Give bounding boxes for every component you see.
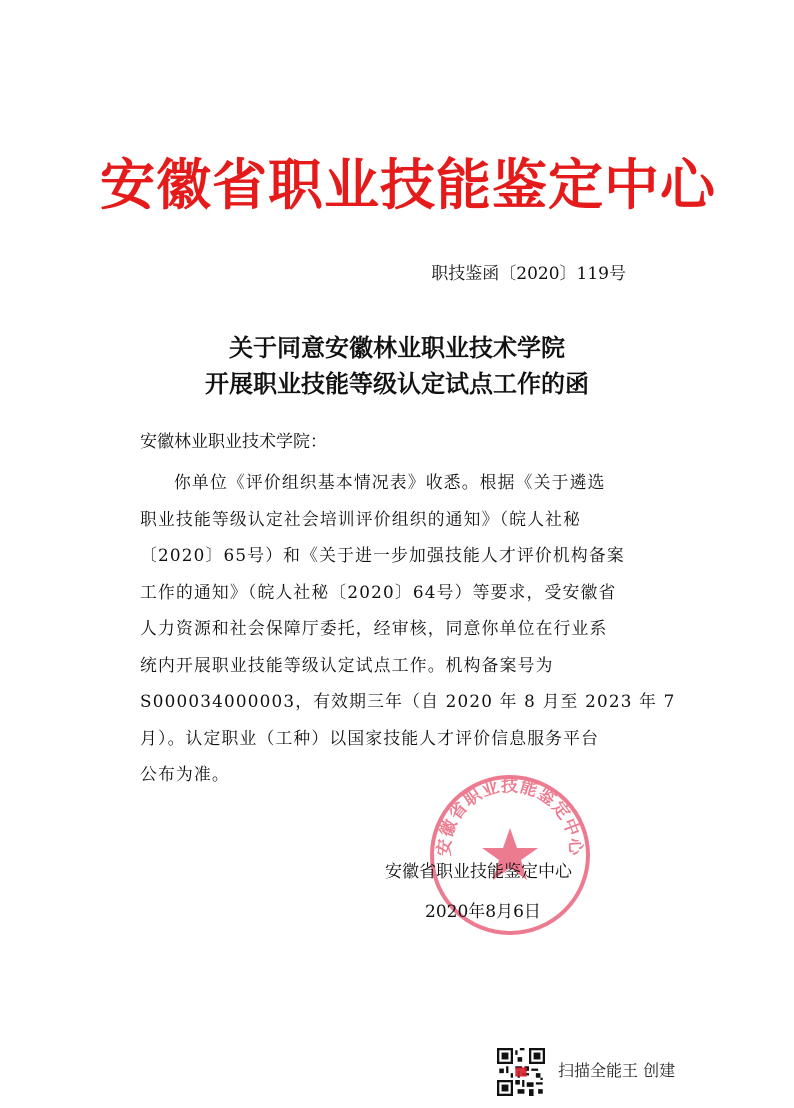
body-line: 公布为准。 xyxy=(140,764,230,784)
signature-date: 2020年8月6日 xyxy=(425,902,541,922)
body-text xyxy=(140,464,680,793)
signature-organization: 安徽省职业技能鉴定中心 xyxy=(385,862,572,882)
document-title xyxy=(0,330,794,402)
body-line: S000034000003，有效期三年（自 2020 年 8 月至 2023 年 7 xyxy=(140,691,676,711)
body-line: 工作的通知》（皖人社秘〔2020〕64号）等要求，受安徽省 xyxy=(140,581,617,602)
scanner-watermark: 扫描全能王 创建 xyxy=(558,1061,676,1080)
qr-code-icon xyxy=(497,1048,545,1096)
body-line: 职业技能等级认定社会培训评价组织的通知》（皖人社秘 xyxy=(140,508,582,529)
organization-header: 安徽省职业技能鉴定中心 xyxy=(100,153,717,217)
addressee: 安徽林业职业技术学院： xyxy=(140,432,327,452)
title-line-2: 开展职业技能等级认定试点工作的函 xyxy=(205,369,589,398)
body-line: 统内开展职业技能等级认定试点工作。机构备案号为 xyxy=(140,654,554,675)
document-number: 职技鉴函〔2020〕119号 xyxy=(431,264,626,284)
body-line: 〔2020〕65号）和《关于进一步加强技能人才评价机构备案 xyxy=(140,545,625,565)
body-line: 月）。认定职业（工种）以国家技能人才评价信息服务平台 xyxy=(140,727,600,748)
seal-text: 安徽省职业技能鉴定中心 xyxy=(434,776,586,857)
body-line: 人力资源和社会保障厅委托，经审核，同意你单位在行业系 xyxy=(140,618,608,638)
title-line-1: 关于同意安徽林业职业技术学院 xyxy=(229,333,565,362)
body-line: 你单位《评价组织基本情况表》收悉。根据《关于遴选 xyxy=(174,472,606,492)
